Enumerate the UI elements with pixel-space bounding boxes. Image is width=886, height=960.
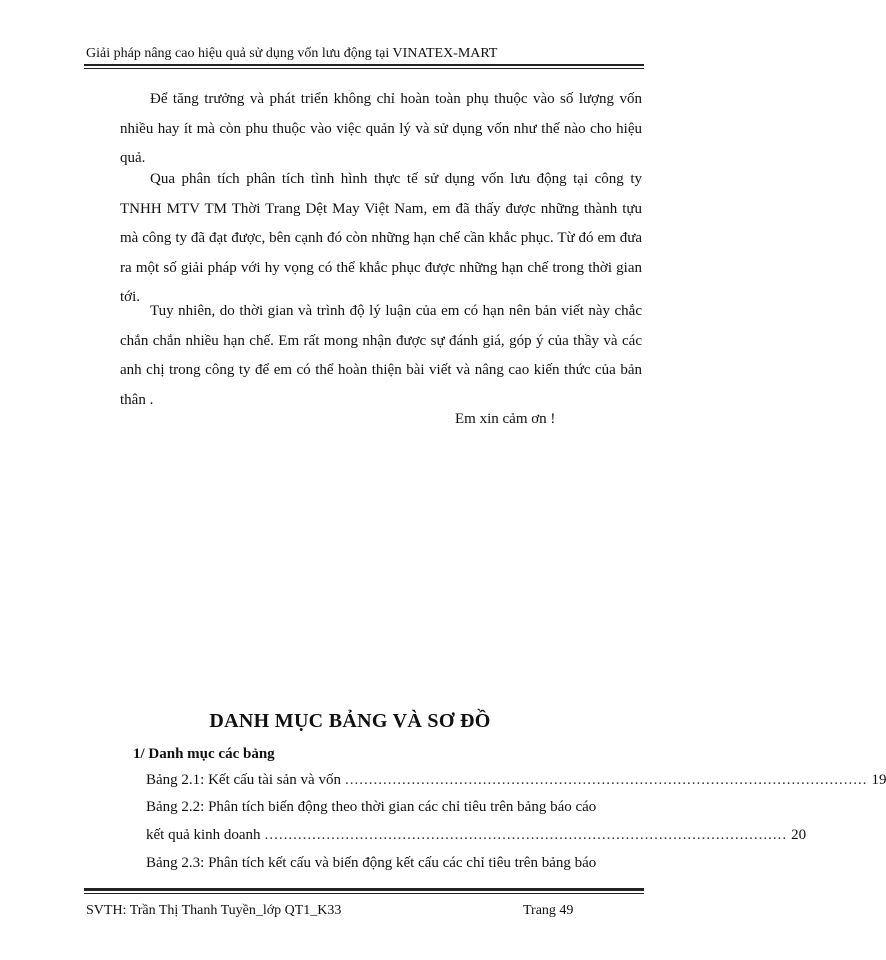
footer-author: SVTH: Trần Thị Thanh Tuyền_lớp QT1_K33 — [86, 903, 342, 918]
toc-entry — [146, 772, 886, 789]
toc-entry-continued — [146, 827, 807, 844]
closing-thanks: Em xin cảm ơn ! — [455, 411, 556, 427]
toc-title: DANH MỤC BẢNG VÀ SƠ ĐỒ — [209, 710, 491, 732]
toc-entry-label: Bảng 2.2: Phân tích biến động theo thời gian các chỉ tiêu trên bảng báo cáo — [146, 799, 597, 815]
toc-entry-label-cont: kết quả kinh doanh — [146, 827, 261, 843]
toc-leader-dots: .............................................................................................................. — [264, 827, 788, 843]
header-rule — [84, 64, 644, 66]
paragraph-3: Tuy nhiên, do thời gian và trình độ lý luận của em có hạn nên bản viết này chắc chắn chắn nhiều hạn chế. Em rất mong nhận được sự đánh giá, góp ý của thầy và các anh chị trong công ty để em có thể hoàn thiện bài viết và nâng cao kiến thức của bản thân . — [120, 303, 642, 408]
header-rule-thin — [84, 68, 644, 69]
paragraph-2: Qua phân tích phân tích tình hình thực tế sử dụng vốn lưu động tại công ty TNHH MTV TM Thời Trang Dệt May Việt Nam, em đã thấy được những thành tựu mà công ty đã đạt được, bên cạnh đó còn những hạn chế cần khắc phục. Từ đó em đưa ra một số giải pháp với hy vọng có thể khắc phục được những hạn chế trong thời gian tới. — [120, 171, 642, 305]
toc-entry — [146, 799, 614, 816]
toc-entry-label: Bảng 2.3: Phân tích kết cấu và biến động kết cấu các chỉ tiêu trên bảng báo — [146, 855, 597, 871]
toc-entry-page: 20 — [791, 827, 807, 843]
toc-entry-page: 19 — [871, 772, 886, 788]
toc-entry-label: Bảng 2.1: Kết cấu tài sản và vốn — [146, 772, 341, 788]
footer-rule-thin — [84, 893, 644, 894]
footer-page-number: Trang 49 — [523, 903, 574, 918]
toc-entry — [146, 855, 614, 872]
toc-section-heading: 1/ Danh mục các bảng — [133, 746, 275, 762]
toc-leader-dots: .............................................................................................................. — [344, 772, 868, 788]
footer-rule — [84, 888, 644, 891]
running-header: Giải pháp nâng cao hiệu quả sử dụng vốn lưu động tại VINATEX-MART — [86, 46, 498, 61]
paragraph-1: Để tăng trưởng và phát triển không chỉ hoàn toàn phụ thuộc vào số lượng vốn nhiều hay ít mà còn phu thuộc vào việc quản lý và sử dụng vốn như thế nào cho hiệu quả. — [120, 91, 642, 166]
